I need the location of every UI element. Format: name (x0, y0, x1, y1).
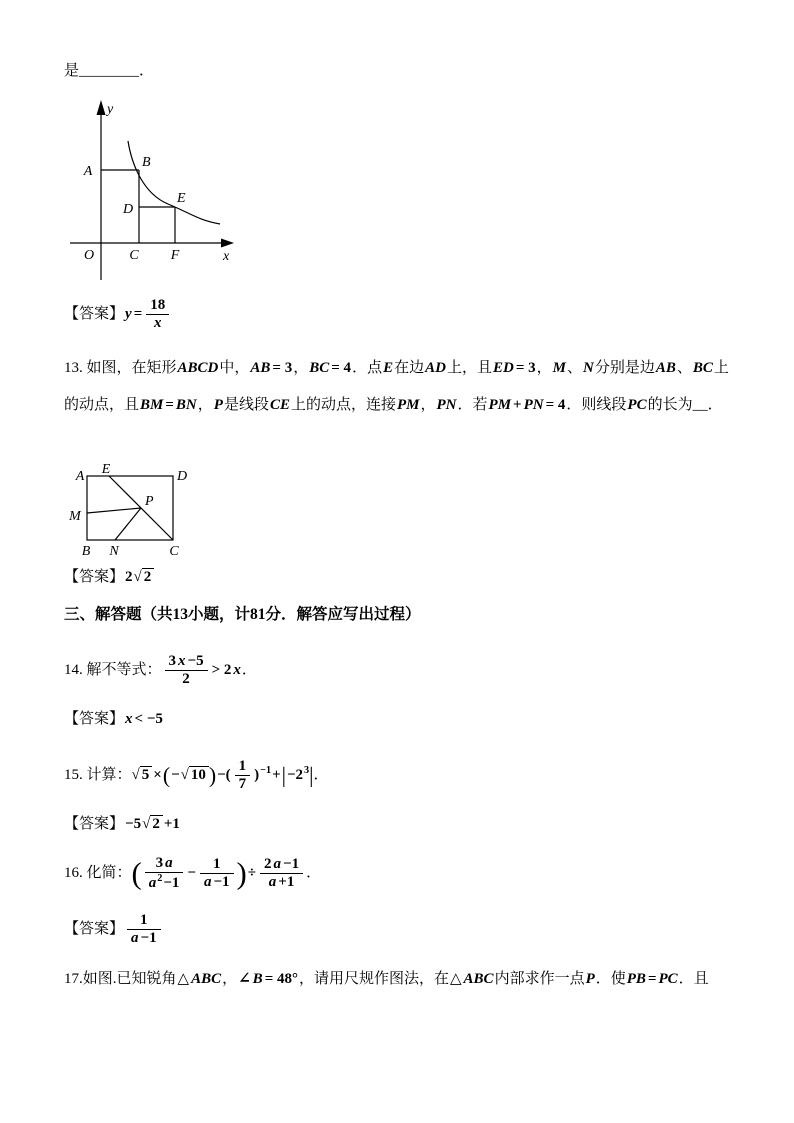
math-token: 3 (155, 854, 164, 871)
math-token (181, 746, 209, 804)
math-token: a (203, 874, 212, 891)
math-token: + (513, 397, 522, 413)
answer-15-formula (124, 816, 181, 832)
math-token: BN (175, 397, 197, 413)
math-token: CE (269, 397, 290, 413)
math-token: E (383, 360, 394, 376)
math-token: ) (254, 767, 260, 783)
math-token: a (148, 875, 157, 892)
math-token (165, 653, 208, 670)
question-14 (64, 644, 257, 696)
math-token: 2 (157, 873, 163, 885)
math-token: 7 (238, 776, 247, 793)
fig2-label-A: A (75, 469, 85, 484)
math-token: | (309, 763, 314, 788)
math-token: PM (397, 397, 420, 413)
fig1-label-x: x (223, 249, 230, 264)
answer-12 (64, 290, 172, 338)
y-axis-arrow (97, 100, 106, 115)
math-token: 18 (150, 296, 166, 313)
math-token: ， (420, 397, 436, 413)
math-token: PM (488, 397, 512, 413)
fig1-label-D: D (122, 202, 134, 217)
fig2-label-B: B (81, 544, 91, 559)
math-token (235, 758, 251, 794)
math-token (200, 856, 234, 873)
math-token (260, 856, 303, 892)
math-token: PC (658, 971, 678, 987)
math-token: △ (177, 971, 190, 987)
math-token: PN (523, 397, 544, 413)
math-token: ( (162, 763, 171, 788)
math-token: AD (425, 360, 446, 376)
math-token (235, 775, 251, 793)
answer-14 (64, 706, 164, 732)
math-token: √ (142, 816, 151, 832)
math-token: △ (450, 971, 462, 987)
math-token: BC (309, 360, 330, 376)
question-15 (64, 742, 329, 805)
math-token: a (165, 854, 173, 871)
math-token: N (583, 360, 594, 376)
math-token: = 48° (264, 971, 298, 987)
math-token (189, 766, 209, 783)
math-token (145, 872, 184, 892)
math-token: ， (293, 360, 309, 376)
math-token: − (187, 865, 196, 881)
math-token: ． (313, 767, 329, 783)
math-token: − (171, 767, 180, 783)
math-token: −5 (125, 816, 142, 832)
fig2-label-C: C (169, 544, 179, 559)
math-token (235, 758, 251, 775)
math-token (145, 855, 184, 893)
math-token: BM (140, 397, 164, 413)
rectangle-ABCD (87, 476, 173, 540)
math-token: 上的动点，连接 (290, 397, 396, 413)
math-token: BC (692, 360, 713, 376)
answer-label: 【答案】 (64, 921, 125, 937)
math-token (146, 297, 169, 333)
math-token (142, 810, 163, 838)
math-token: ( (131, 856, 142, 891)
math-token: ．若 (457, 397, 488, 413)
math-token: 3 (168, 652, 177, 669)
fig2-label-M: M (69, 509, 81, 524)
math-token: PB (626, 971, 646, 987)
math-token: √ (133, 569, 142, 585)
math-token: ， (222, 971, 238, 987)
math-token: + (272, 767, 281, 783)
fig1-label-O: O (83, 248, 95, 263)
fig2-label-N: N (109, 544, 119, 559)
math-token: 1 (140, 911, 148, 928)
x-axis-arrow (221, 239, 234, 248)
math-token: ) (236, 856, 247, 891)
math-token: −1 (283, 855, 300, 872)
math-token (146, 297, 169, 314)
math-token: x (233, 662, 241, 678)
fig2-label-P: P (145, 494, 154, 509)
math-token: B (252, 971, 263, 987)
math-token: > 2 (211, 662, 232, 678)
rectangle-figure (58, 452, 208, 564)
math-token: ． (241, 662, 257, 678)
math-token: a (131, 930, 139, 947)
math-token: = 4 (331, 360, 352, 376)
math-token: 5 (141, 767, 150, 783)
math-token: ， (197, 397, 213, 413)
math-token: ) (208, 763, 217, 788)
math-token: 是线段 (223, 397, 269, 413)
math-token: x (178, 652, 186, 669)
math-token (127, 929, 161, 947)
math-token: 2 (152, 816, 160, 832)
math-token: 3 (304, 765, 310, 776)
math-token (145, 855, 184, 872)
math-token: ∠ (238, 971, 251, 987)
math-token: 中， (219, 360, 250, 376)
math-token: PN (436, 397, 457, 413)
math-token (127, 912, 161, 929)
math-token (165, 653, 208, 689)
math-token: P (585, 971, 595, 987)
math-token: −1 (213, 874, 230, 891)
question-17 (64, 966, 744, 992)
fig1-label-B: B (142, 155, 151, 170)
math-token: √ (180, 767, 189, 783)
math-token: 内部求作一点 (494, 971, 585, 987)
math-token: +1 (163, 816, 180, 832)
math-token: 、 (566, 360, 582, 376)
fig1-label-F: F (170, 248, 180, 263)
math-token: = (133, 306, 143, 322)
math-token (134, 564, 155, 590)
fill-in-blank-line: 是________． (64, 63, 155, 79)
math-token: 的长为__． (647, 397, 723, 413)
math-token: −2 (286, 767, 304, 783)
math-token: = 3 (272, 360, 293, 376)
math-token: −5 (187, 652, 204, 669)
math-token: 分别是边 (594, 360, 655, 376)
math-token: < −5 (134, 711, 163, 727)
math-token (260, 873, 303, 891)
answer-16-formula (124, 911, 164, 947)
math-token: PC (627, 397, 647, 413)
math-token: ， (536, 360, 552, 376)
math-token: = 4 (545, 397, 566, 413)
math-token: ．使 (595, 971, 626, 987)
hyperbola-figure (60, 96, 260, 288)
segment-MP (87, 508, 141, 513)
answer-14-formula (124, 711, 164, 727)
math-token: ．点 (352, 360, 383, 376)
answer-12-formula (124, 296, 172, 332)
math-token (132, 746, 153, 804)
math-token: +1 (278, 874, 295, 891)
math-token: ABCD (177, 360, 219, 376)
answer-label: 【答案】 (64, 306, 125, 322)
fig2-label-D: D (176, 469, 188, 484)
math-token: 上的动点，且 (64, 360, 729, 413)
math-token: 在边 (394, 360, 425, 376)
math-token: 16. 化简： (64, 865, 132, 881)
math-token: −1 (163, 875, 180, 892)
math-token: a (273, 855, 282, 872)
math-token: ．且 (678, 971, 709, 987)
math-token: 1 (213, 855, 221, 872)
math-token: 14. 解不等式： (64, 662, 162, 678)
math-token: 17.如图.已知锐角 (64, 971, 177, 987)
math-token (165, 670, 208, 688)
math-token: y (125, 306, 132, 322)
answer-label: 【答案】 (64, 816, 125, 832)
segment-NP (115, 508, 141, 540)
math-token (127, 912, 161, 948)
answer-13-formula (124, 569, 154, 585)
math-token: × (153, 767, 162, 783)
math-token: ÷ (247, 865, 257, 881)
math-token: M (552, 360, 566, 376)
math-token (142, 568, 155, 585)
math-token: AB (655, 360, 676, 376)
math-token: 2 (182, 671, 190, 688)
math-token: −( (217, 767, 231, 783)
math-token: √ (131, 767, 140, 783)
math-token: a (268, 874, 277, 891)
math-token: 上，且 (446, 360, 492, 376)
math-token: = (165, 397, 174, 413)
math-token: 10 (190, 767, 206, 783)
math-token: P (213, 397, 223, 413)
math-token: x (154, 315, 162, 332)
math-token (146, 314, 169, 332)
math-token: 1 (238, 757, 247, 774)
math-token: 15. 计算： (64, 767, 132, 783)
answer-16 (64, 900, 164, 958)
math-token: ，请用尺规作图法，在 (298, 971, 449, 987)
math-token (200, 873, 234, 891)
math-token: 13. 如图，在矩形 (64, 360, 177, 376)
math-token: ABC (463, 971, 494, 987)
math-token: ABC (191, 971, 222, 987)
question-16 (64, 840, 321, 907)
math-token: ． (306, 865, 322, 881)
math-token: 2 (264, 855, 272, 872)
math-token (150, 815, 163, 832)
math-token: | (281, 763, 286, 788)
answer-15 (64, 810, 181, 838)
math-token (140, 766, 153, 783)
answer-label: 【答案】 (64, 569, 125, 585)
math-token: ED (492, 360, 514, 376)
math-token: x (125, 711, 133, 727)
math-token (200, 856, 234, 892)
math-token: = (647, 971, 657, 987)
fig2-label-E: E (101, 462, 111, 477)
math-token: ．则线段 (566, 397, 627, 413)
math-token: AB (250, 360, 271, 376)
math-token: 2 (125, 569, 133, 585)
answer-label: 【答案】 (64, 711, 125, 727)
math-token (260, 856, 303, 873)
hyperbola-curve (128, 141, 220, 224)
fig1-label-C: C (129, 248, 139, 263)
math-token: = 3 (515, 360, 536, 376)
question-13 (64, 350, 740, 424)
math-token: −1 (260, 765, 272, 776)
math-token: 、 (676, 360, 692, 376)
fig1-label-y: y (107, 102, 114, 117)
answer-13 (64, 564, 154, 590)
section-3-header: 三、解答题（共13小题，计81分．解答应写出过程） (64, 606, 421, 623)
fig1-label-E: E (177, 191, 186, 206)
math-token: 2 (143, 569, 152, 585)
fig1-label-A: A (83, 164, 93, 179)
math-token: −1 (140, 930, 157, 947)
